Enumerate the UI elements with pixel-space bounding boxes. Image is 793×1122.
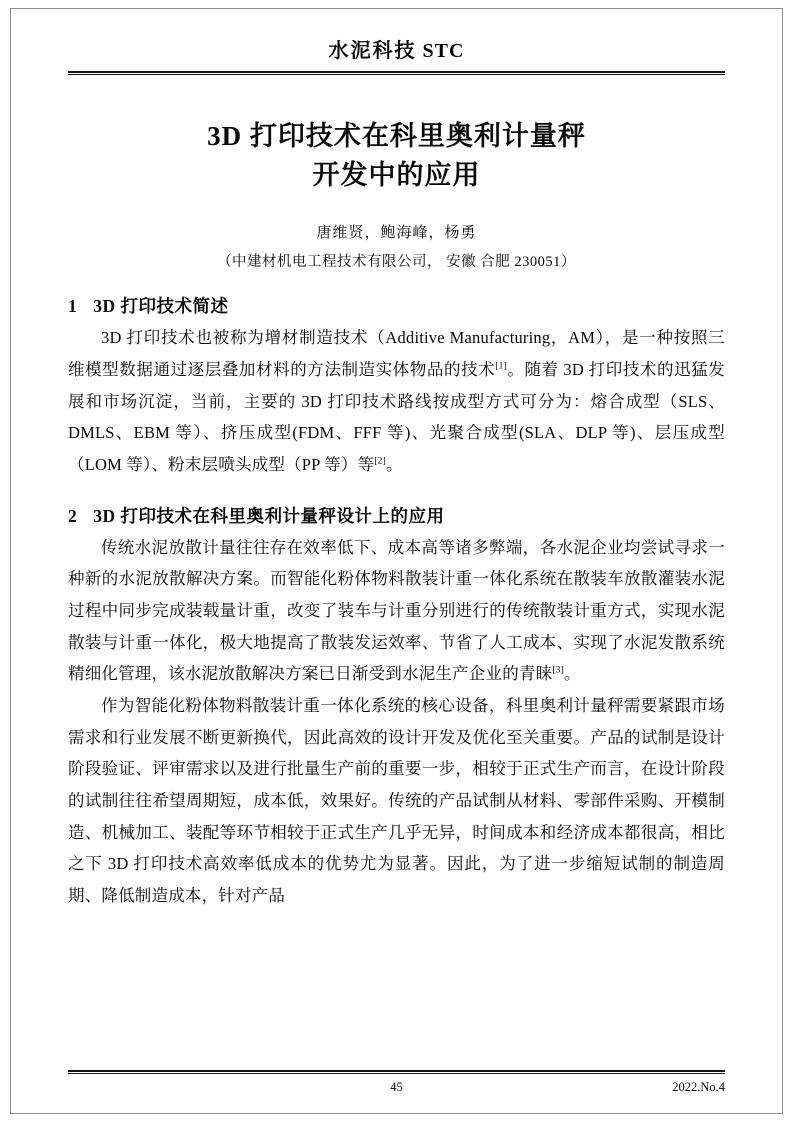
paragraph-1-1: 3D 打印技术也被称为增材制造技术（Additive Manufacturing，AM），是一种按照三维模型数据通过逐层叠加材料的方法制造实体物品的技术[1]。随着 3D 打印技术的迅猛发展和市场沉淀，当前，主要的 3D 打印技术路线按成型方式可分为：熔合成型（SLS、DMLS、EBM 等）、挤压成型(FDM、FFF 等)、光聚合成型(SLA、DLP 等)、层压成型（LOM 等）、粉末层喷头成型（PP 等）等[2]。 <box>68 328 725 474</box>
journal-name-cn: 水泥科技 <box>328 40 417 62</box>
paragraph-2-2: 作为智能化粉体物料散装计重一体化系统的核心设备，科里奥利计量秤需要紧跟市场需求和行业发展不断更新换代，因此高效的设计开发及优化至关重要。产品的试制是设计阶段验证、评审需求以及进行批量生产前的重要一步，相较于正式生产而言，在设计阶段的试制往往希望周期短，成本低，效果好。传统的产品试制从材料、零部件采购、开模制造、机械加工、装配等环节相较于正式生产几乎无异，时间成本和经济成本都很高，相比之下 3D 打印技术高效率低成本的优势尤为显著。因此，为了进一步缩短试制的制造周期、降低制造成本，针对产品 <box>68 696 725 906</box>
title-line-2: 开发中的应用 <box>312 160 481 191</box>
section-number-2: 2 <box>68 505 78 526</box>
footer-rule-thick <box>68 1070 725 1072</box>
section-number-1: 1 <box>68 296 78 317</box>
running-head <box>68 34 725 71</box>
reference-marker: [1] <box>495 361 507 372</box>
page-number: 45 <box>390 1080 403 1094</box>
footer-rule-thin <box>68 1073 725 1074</box>
issue-label: 2022.No.4 <box>672 1080 725 1094</box>
header-rule-thin <box>68 74 725 75</box>
author-affiliation: （中建材机电工程技术有限公司， 安徽 合肥 230051） <box>217 254 576 271</box>
section-heading-1 <box>68 293 725 318</box>
reference-marker: [2] <box>374 456 386 467</box>
page-title <box>68 117 725 195</box>
header-rule-thick <box>68 71 725 73</box>
page-footer <box>68 1070 725 1098</box>
paragraph-2-1: 传统水泥放散计量往往存在效率低下、成本高等诸多弊端，各水泥企业均尝试寻求一种新的水泥放散解决方案。而智能化粉体物料散装计重一体化系统在散装车放散灌装水泥过程中同步完成装载量计重，改变了装车与计重分别进行的传统散装计重方式，实现水泥散装与计重一体化，极大地提高了散装发运效率、节省了人工成本、实现了水泥发散系统精细化管理，该水泥放散解决方案已日渐受到水泥生产企业的青睐[3]。 <box>68 537 725 684</box>
reference-marker: [3] <box>552 665 564 676</box>
title-line-1: 3D 打印技术在科里奥利计量秤 <box>207 121 586 151</box>
page-content <box>68 34 725 1092</box>
section-title-1: 3D 打印技术简述 <box>93 296 229 317</box>
journal-abbreviation: STC <box>422 40 465 62</box>
section-title-2: 3D 打印技术在科里奥利计量秤设计上的应用 <box>93 505 445 526</box>
author-list: 唐维贤，鲍海峰，杨勇 <box>316 225 477 242</box>
section-heading-2 <box>68 503 725 528</box>
